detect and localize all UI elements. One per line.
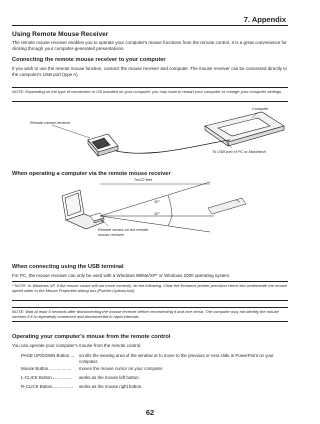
angle-bottom-caption: 30° — [154, 212, 160, 216]
laptop-icon — [62, 190, 104, 229]
remote-paragraph: You can operate your computer's mouse from the remote control. — [12, 343, 142, 348]
receiver-icon — [88, 134, 118, 156]
connect-heading: Connecting the remote mouse receiver to your computer — [12, 57, 166, 63]
sensor-caption: Remote sensor on the remote mouse receiver — [98, 228, 149, 237]
header-rule — [12, 25, 288, 26]
connect-note: NOTE: Depending on the type of connection or OS installed on your computer, you may have to restart your computer or change your computer settings. — [12, 89, 283, 94]
angle-top-caption: 30° — [154, 200, 160, 204]
note-divider — [12, 300, 288, 301]
button-description: scrolls the viewing area of the window or to move to the previous or next slide in PowerPoint on your computer. — [79, 353, 274, 364]
usb-caption: To USB port of PC or Macintosh — [212, 150, 266, 154]
intro-paragraph: The remote mouse receiver enables you to operate your computer's mouse functions from the remote control. It is a great convenience for clicking through your computer-generated presentations. — [12, 40, 287, 52]
button-description: works as the mouse right button. — [79, 384, 143, 389]
chapter-title: 7. Appendix — [243, 15, 286, 24]
note-divider — [12, 101, 288, 102]
receiver-caption: Remote mouse receiver — [30, 121, 71, 125]
button-description: moves the mouse cursor on your computer. — [79, 366, 164, 371]
button-name: Mouse Button................... — [21, 366, 72, 371]
operating-heading: When operating a computer via the remote mouse receiver — [12, 171, 171, 177]
distance-caption: 7m/22 feet — [134, 178, 152, 182]
usb-note-wait: NOTE: Wait at least 5 seconds after disconnecting the mouse receiver before reconnecting it and vice versa. The computer may not identify the mouse receiver if it is repeatedly connected and disconnected in rapid intervals. — [12, 309, 279, 320]
usb-paragraph: For PC, the mouse receiver can only be used with a Windows 98/Me/XP* or Windows 2000 operating system. — [12, 273, 231, 278]
button-row — [21, 375, 291, 381]
note-divider — [12, 281, 288, 282]
button-name: L-CLICK Button................. — [21, 375, 73, 380]
receiver-leader — [52, 125, 90, 138]
connect-paragraph: If you wish to use the remote mouse function, connect the mouse receiver and computer. The mouse receiver can be connected directly to the computer's USB port (type A). — [12, 66, 288, 78]
button-row — [21, 384, 291, 390]
signal-range — [100, 182, 214, 232]
note-divider — [12, 87, 288, 88]
laptop-icon — [205, 112, 284, 146]
section-title: Using Remote Mouse Receiver — [12, 31, 109, 38]
remote-heading: Operating your computer's mouse from the remote control — [12, 334, 171, 340]
button-row — [21, 353, 291, 365]
usb-note-xp: * NOTE: In Windows XP, if the mouse cursor will not move correctly, do the following: Clear the Enhance pointer precision check box underneath the mouse speed slider in the Mouse Properties dialog box [Pointer Options tab]. — [12, 283, 288, 294]
usb-heading: When connecting using the USB terminal — [12, 264, 124, 270]
note-divider — [12, 321, 288, 322]
computer-caption: Computer — [252, 107, 269, 111]
button-name: PAGE UP/DOWN Button .... — [21, 353, 76, 358]
button-row — [21, 366, 291, 372]
button-name: R-CLICK Button................. — [21, 384, 74, 389]
note-divider — [12, 307, 288, 308]
page-number: 62 — [145, 408, 155, 417]
button-description: works as the mouse left button. — [79, 375, 140, 380]
remote-control-icon — [208, 198, 246, 214]
